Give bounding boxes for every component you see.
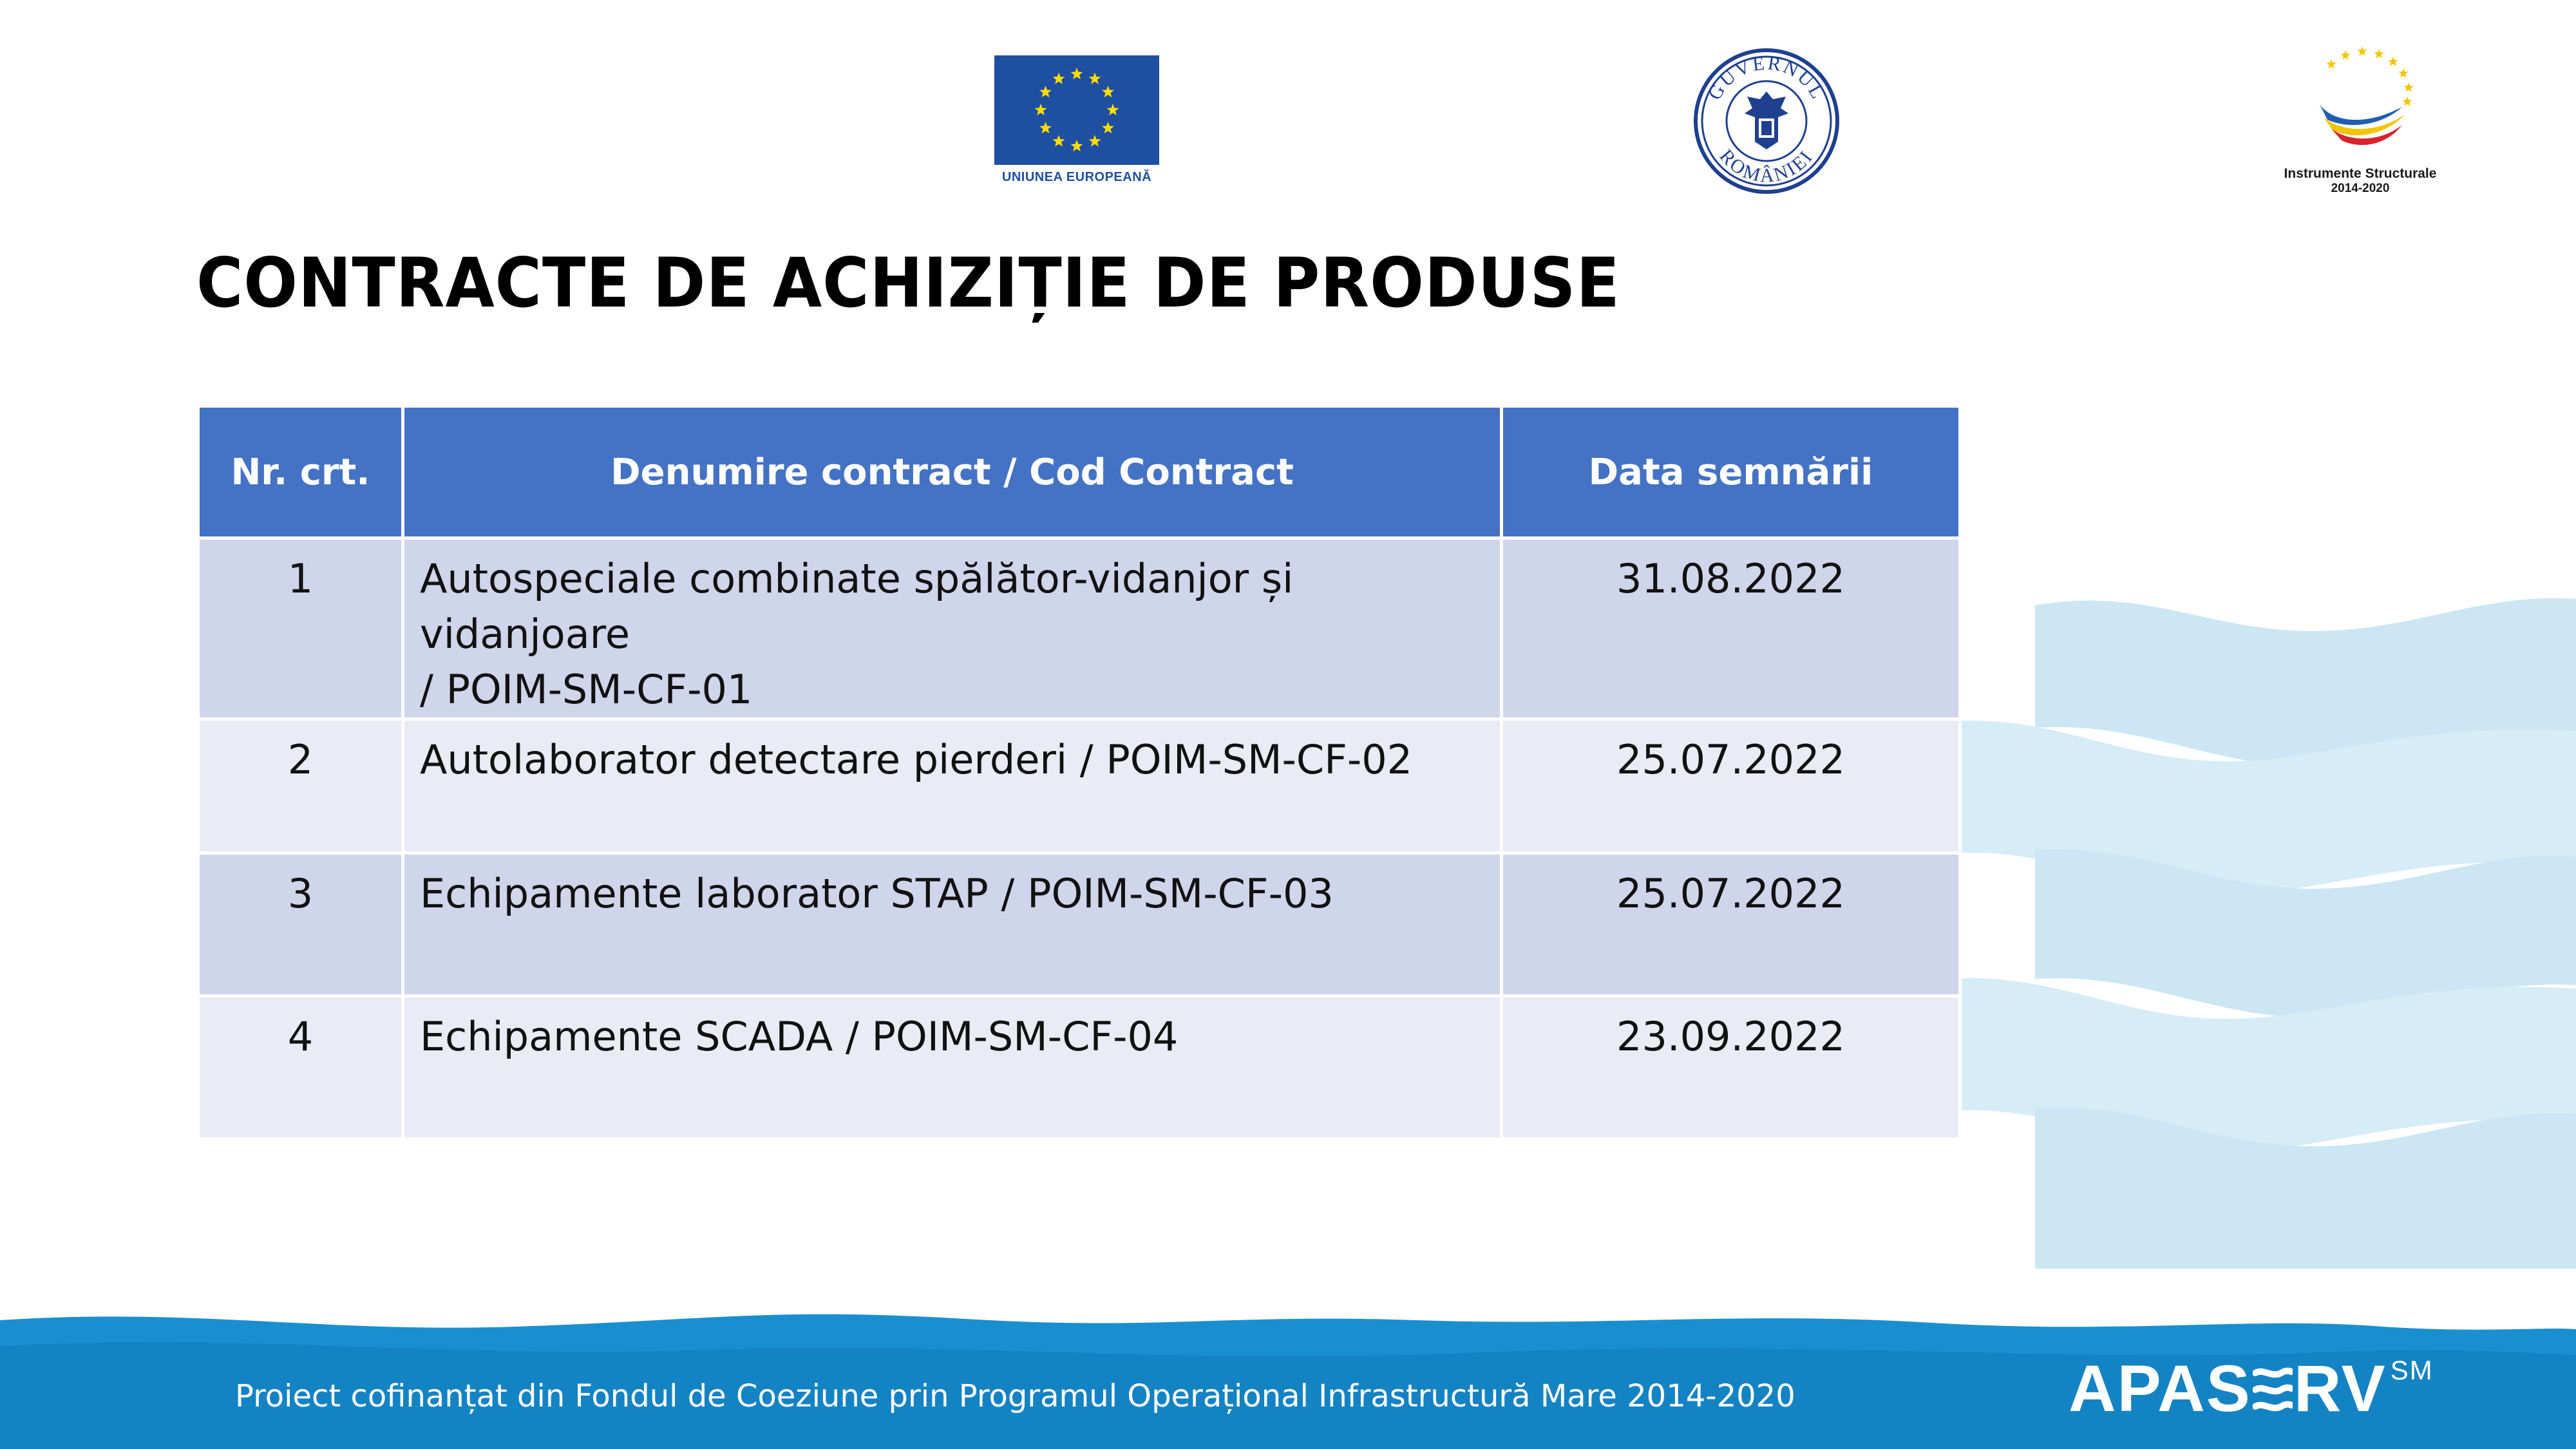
brand-left: APAS	[2069, 1352, 2251, 1425]
eu-star	[1088, 73, 1101, 84]
row-contract-name: Echipamente laborator STAP / POIM-SM-CF-03	[403, 853, 1502, 996]
table-row	[198, 538, 1960, 719]
eu-star	[1039, 122, 1052, 133]
brand-right: RV	[2293, 1352, 2387, 1425]
eu-star	[1070, 68, 1083, 79]
eu-star	[1088, 135, 1101, 147]
is-star	[2340, 50, 2350, 59]
row-contract-name	[403, 538, 1502, 719]
row-nr: 4	[198, 996, 403, 1139]
is-logo-years: 2014-2020	[2331, 182, 2390, 195]
row-contract-name: Echipamente SCADA / POIM-SM-CF-04	[403, 996, 1502, 1139]
structural-instruments-logo	[2273, 45, 2447, 206]
is-star	[2326, 59, 2336, 68]
row-date: 23.09.2022	[1502, 996, 1960, 1139]
is-star	[2388, 57, 2398, 66]
brand-superscript: SM	[2390, 1355, 2434, 1385]
eu-flag-icon	[994, 55, 1159, 165]
row-date: 25.07.2022	[1502, 853, 1960, 996]
row-nr: 3	[198, 853, 403, 996]
header-nr: Nr. crt.	[198, 406, 403, 538]
page-title: CONTRACTE DE ACHIZIȚIE DE PRODUSE	[196, 243, 1620, 323]
eu-star	[1102, 122, 1114, 133]
seal-bottom-text: ROMÂNIEI	[1715, 145, 1818, 187]
wave-e-icon	[2253, 1365, 2293, 1414]
is-star	[2398, 68, 2408, 77]
row-contract-name-line: / POIM-SM-CF-01	[420, 666, 753, 713]
table-row	[198, 719, 1960, 853]
seal-top-text: GUVERNUL	[1703, 52, 1830, 104]
eu-star	[1052, 135, 1065, 147]
table-row	[198, 853, 1960, 996]
eu-star	[1034, 104, 1046, 115]
row-contract-name: Autolaborator detectare pierderi / POIM-SM-CF-02	[403, 719, 1502, 853]
eu-logo	[994, 55, 1159, 191]
eu-star	[1106, 104, 1119, 115]
eu-star	[1070, 140, 1083, 151]
romania-government-seal-icon	[1692, 46, 1841, 196]
row-nr: 2	[198, 719, 403, 853]
table-row	[198, 996, 1960, 1139]
government-seal-logo	[1692, 46, 1841, 196]
row-date: 31.08.2022	[1502, 538, 1960, 719]
row-date: 25.07.2022	[1502, 719, 1960, 853]
footer-text: Proiect cofinanțat din Fondul de Coeziune prin Programul Operațional Infrastructură Mare 2014-2020	[235, 1378, 1795, 1414]
header-signing-date: Data semnării	[1502, 406, 1960, 538]
is-star	[2357, 46, 2367, 55]
is-star	[2403, 82, 2413, 91]
table-header-row	[198, 406, 1960, 538]
structural-instruments-icon	[2306, 45, 2421, 161]
eu-star	[1039, 86, 1052, 97]
eu-star	[1102, 86, 1114, 97]
eu-star	[1052, 73, 1065, 84]
apaserv-logo	[2069, 1351, 2434, 1425]
header-contract-name: Denumire contract / Cod Contract	[403, 406, 1502, 538]
is-star	[2374, 49, 2383, 58]
row-nr: 1	[198, 538, 403, 719]
is-logo-name: Instrumente Structurale	[2284, 166, 2437, 181]
row-contract-name-line: Autospeciale combinate spălător-vidanjor și vidanjoare	[420, 555, 1294, 658]
is-star	[2402, 97, 2412, 106]
wave-decoration	[1951, 592, 2576, 1269]
eu-logo-caption: UNIUNEA EUROPEANĂ	[1001, 170, 1152, 184]
contracts-table	[196, 404, 1962, 1141]
